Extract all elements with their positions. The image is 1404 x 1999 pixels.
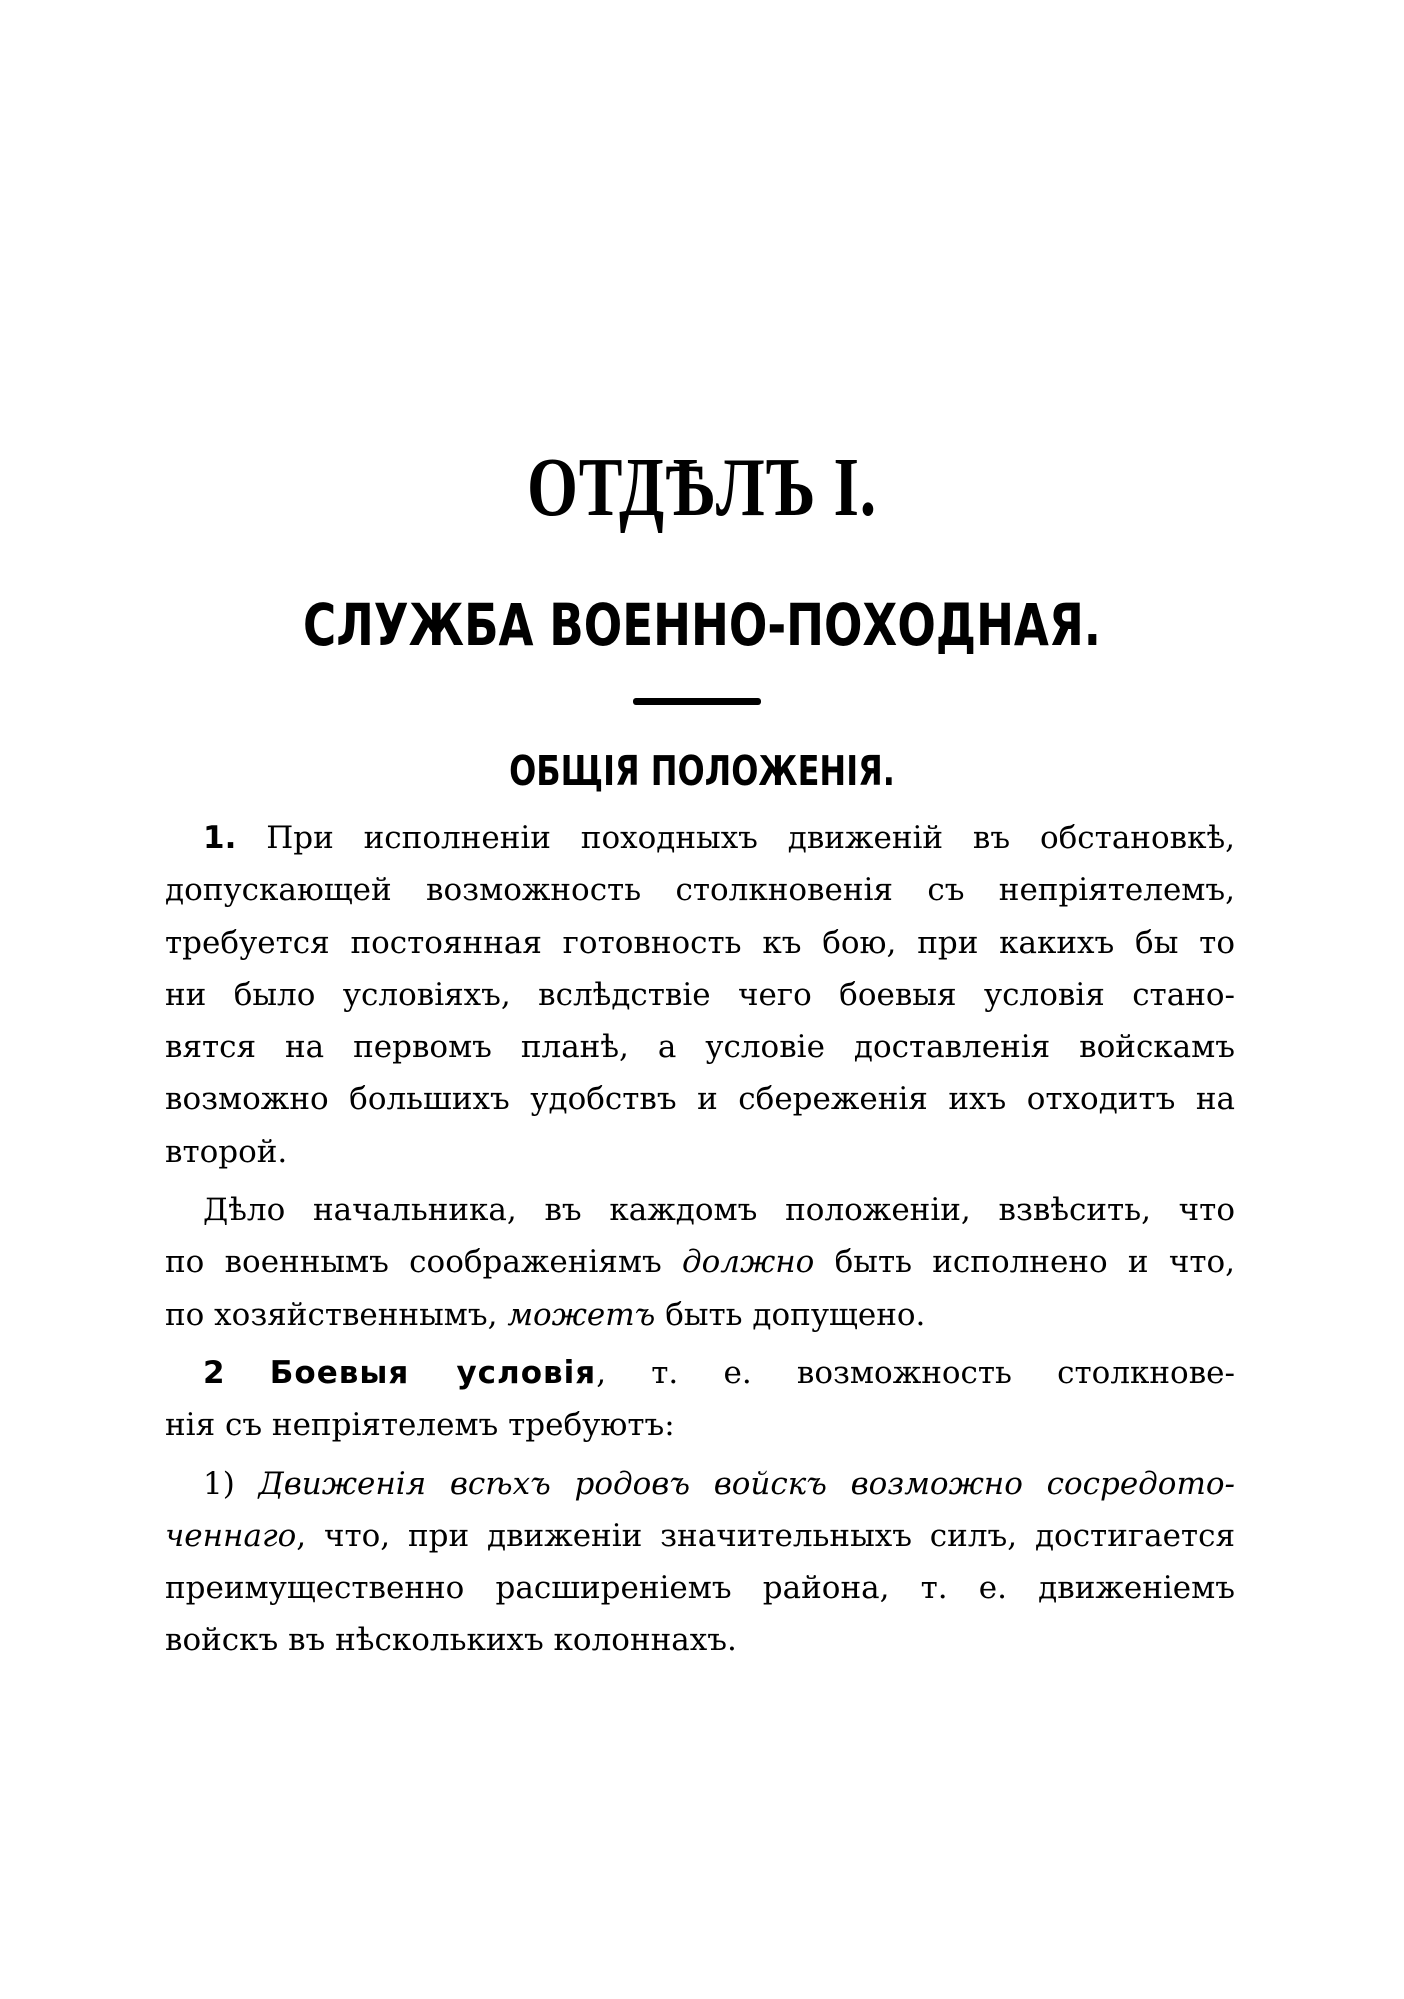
paragraph-number: 1. xyxy=(203,820,237,856)
paragraph-1-line-2: допускающей возможность столкновенія съ непріятелемъ, xyxy=(165,872,1235,909)
paragraph-1-line-3: требуется постоянная готовность къ бою, при какихъ бы то xyxy=(165,924,1235,961)
item-number: 1) xyxy=(203,1465,235,1502)
paragraph-3-line-2: нія съ непріятелемъ требуютъ: xyxy=(165,1407,675,1444)
paragraph-1-line-5: вятся на первомъ планѣ, а условіе доставленія войскамъ xyxy=(165,1029,1235,1066)
section-title: ОБЩІЯ ПОЛОЖЕНІЯ. xyxy=(509,747,895,795)
bold-term: Боевыя условія xyxy=(269,1354,597,1391)
emphasis-text: Движенія всѣхъ родовъ войскъ возможно сосредото- xyxy=(258,1465,1236,1502)
paragraph-1-line-1: 1. При исполненіи походныхъ движеній въ обстановкѣ, xyxy=(203,820,1235,856)
part-title: ОТДѢЛЪ I. xyxy=(527,441,877,534)
paragraph-1-line-4: ни было условіяхъ, вслѣдствіе чего боевыя условія стано- xyxy=(165,976,1235,1013)
paragraph-2-line-1: Дѣло начальника, въ каждомъ положеніи, взвѣсить, что xyxy=(203,1192,1235,1229)
paragraph-3-line-1: 2 Боевыя условія, т. е. возможность столкнове- xyxy=(203,1354,1235,1391)
item-1-line-1 xyxy=(165,1458,1235,1510)
item-1-line-2: ченнаго, что, при движеніи значительныхъ силъ, достигается xyxy=(165,1517,1235,1554)
paragraph-1-line-7: второй. xyxy=(165,1133,288,1170)
title-divider xyxy=(633,698,761,705)
emphasis-text: ченнаго xyxy=(165,1517,297,1554)
item-1-line-3: преимущественно расширеніемъ района, т. е. движеніемъ xyxy=(165,1570,1235,1607)
service-title: СЛУЖБА ВОЕННО-ПОХОДНАЯ. xyxy=(303,591,1101,659)
paragraph-1-line-6: возможно большихъ удобствъ и сбереженія ихъ отходитъ на xyxy=(165,1081,1235,1118)
paragraph-2-line-3: по хозяйственнымъ, можетъ быть допущено. xyxy=(165,1296,926,1333)
body-text xyxy=(165,812,1235,1667)
emphasis-text: должно xyxy=(681,1244,815,1281)
item-1-line-4: войскъ въ нѣсколькихъ колоннахъ. xyxy=(165,1622,737,1659)
paragraph-2-line-2: по военнымъ соображеніямъ должно быть исполнено и что, xyxy=(165,1244,1236,1281)
emphasis-text: можетъ xyxy=(507,1296,656,1333)
paragraph-number: 2 xyxy=(203,1354,225,1391)
